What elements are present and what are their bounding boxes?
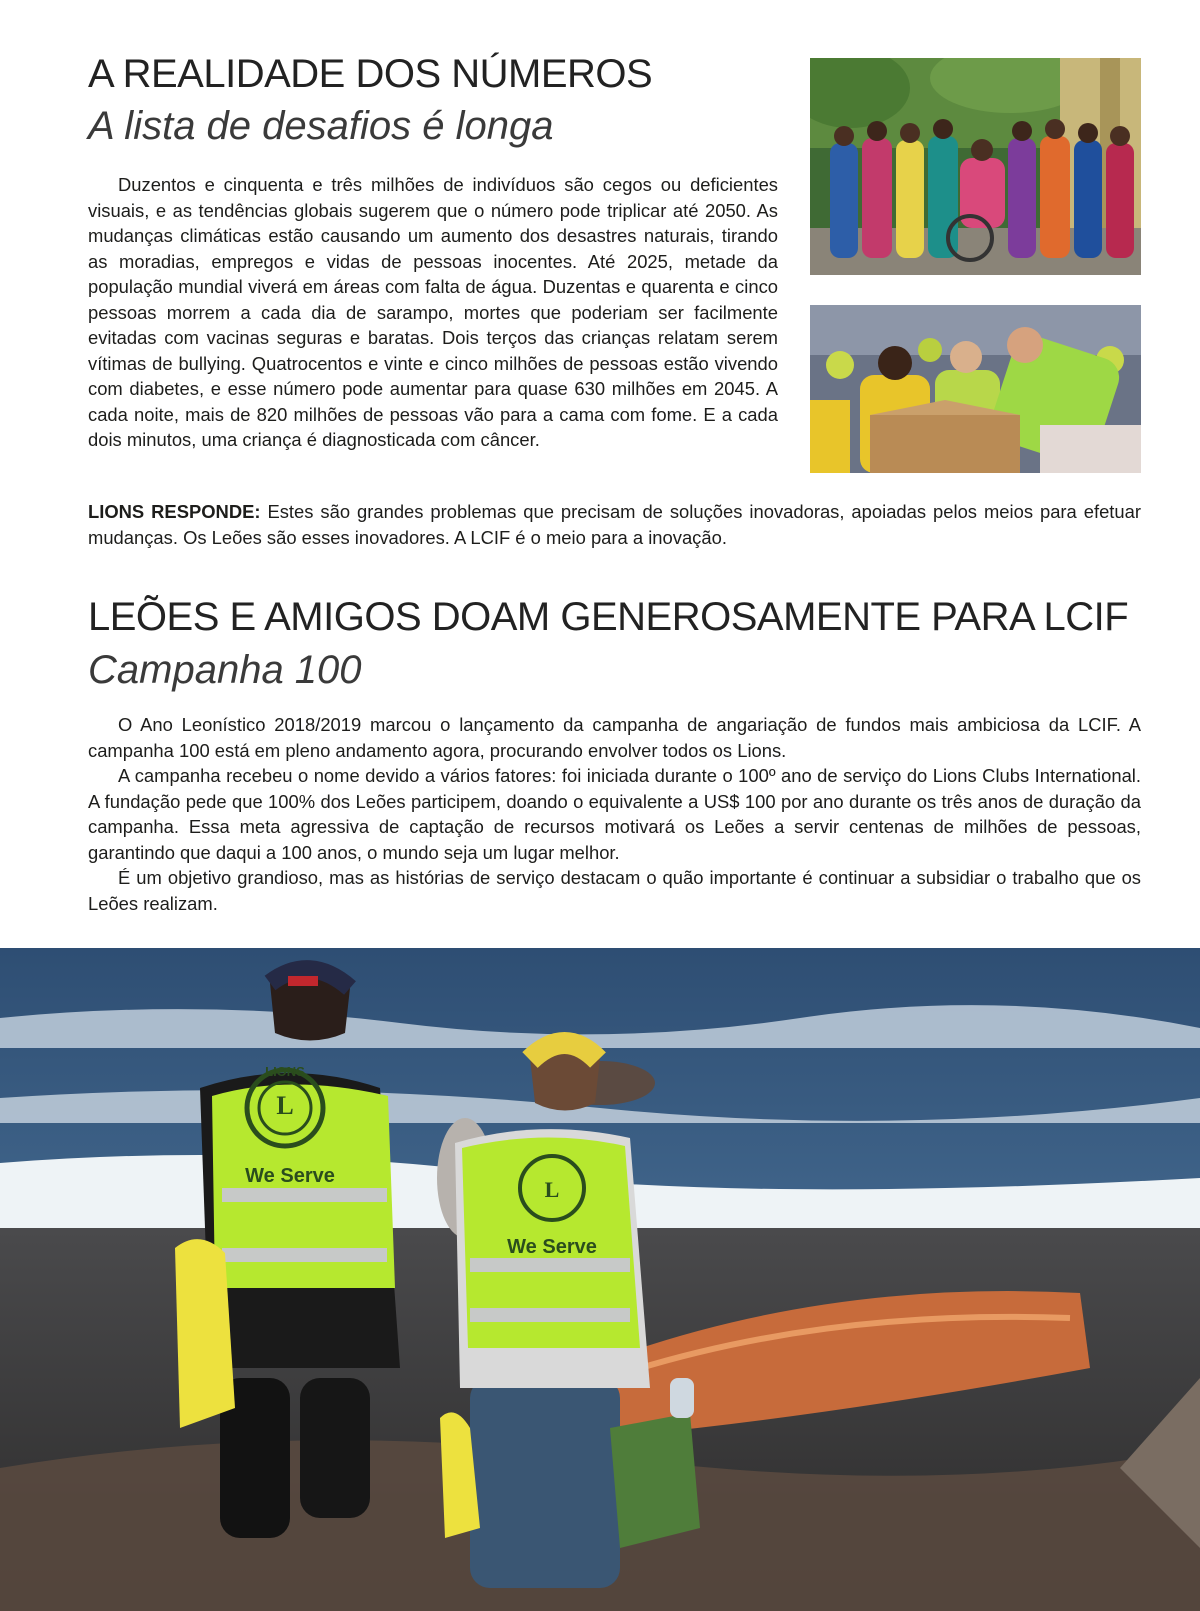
section1-paragraph: Duzentos e cinquenta e três milhões de indivíduos são cegos ou deficientes visuais, e as tendências globais sugerem que o número pode triplicar até 2050. As mudanças climáticas estão causando um aumento dos desastres naturais, tirando as moradias, empregos e vidas de pessoas inocentes. Até 2025, metade da população mundial viverá em áreas com falta de água. Duzentas e quarenta e cinco pessoas morrem a cada dia de sarampo, mortes que poderiam ser facilmente evitadas com vacinas seguras e baratas. Dois terços das crianças relatam serem vítimas de bullying. Quatrocentos e vinte e cinco milhões de pessoas estão vivendo com diabetes, e esse número pode aumentar para quase 630 milhões em 2045. A cada noite, mais de 820 milhões de pessoas vão para a cama com fome. E a cada dois minutos, uma criança é diagnosticada com câncer. <box>88 174 778 450</box>
section2-paragraph-3: É um objetivo grandioso, mas as histórias de serviço destacam o quão importante é continuar a subsidiar o trabalho que os Leões realizam. <box>88 867 1141 914</box>
svg-text:L: L <box>544 1177 560 1202</box>
section2-paragraph-2: A campanha recebeu o nome devido a vários fatores: foi iniciada durante o 100º ano de serviço do Lions Clubs International. A fundação pede que 100% dos Leões participem, doando o equivalente a US$ 100 por ano durante os três anos de duração da campanha. Essa meta agressiva de captação de recursos motivará os Leões a servir centenas de milhões de pessoas, garantindo que daqui a 100 anos, o mundo seja um lugar melhor. <box>88 765 1141 863</box>
section2-title: LEÕES E AMIGOS DOAM GENEROSAMENTE PARA LCIF <box>88 595 1129 639</box>
vest-slogan-1: We Serve <box>245 1165 335 1187</box>
vest-logo-text-1: LIONS <box>265 1064 305 1079</box>
section2-paragraph-1: O Ano Leonístico 2018/2019 marcou o lançamento da campanha de angariação de fundos mais ambiciosa da LCIF. A campanha 100 está em pleno andamento agora, procurando envolver todos os Lions. <box>88 714 1141 761</box>
photo-beach-cleanup <box>0 948 1200 1611</box>
vest-slogan-2: We Serve <box>507 1236 597 1258</box>
photo-volunteers-packing <box>810 305 1141 473</box>
svg-text:L: L <box>276 1091 294 1120</box>
lions-responde-text: Estes são grandes problemas que precisam de soluções inovadoras, apoiadas pelos meios para efetuar mudanças. Os Leões são esses inovadores. A LCIF é o meio para a inovação. <box>88 501 1141 548</box>
lions-responde-label: LIONS RESPONDE: <box>88 501 261 522</box>
section1-subtitle: A lista de desafios é longa <box>88 104 554 148</box>
photo-group-of-women <box>810 58 1141 275</box>
section1-title: A REALIDADE DOS NÚMEROS <box>88 52 653 96</box>
section2-subtitle: Campanha 100 <box>88 648 362 692</box>
lions-responde-paragraph <box>88 499 1141 550</box>
section2-body <box>88 712 1141 916</box>
